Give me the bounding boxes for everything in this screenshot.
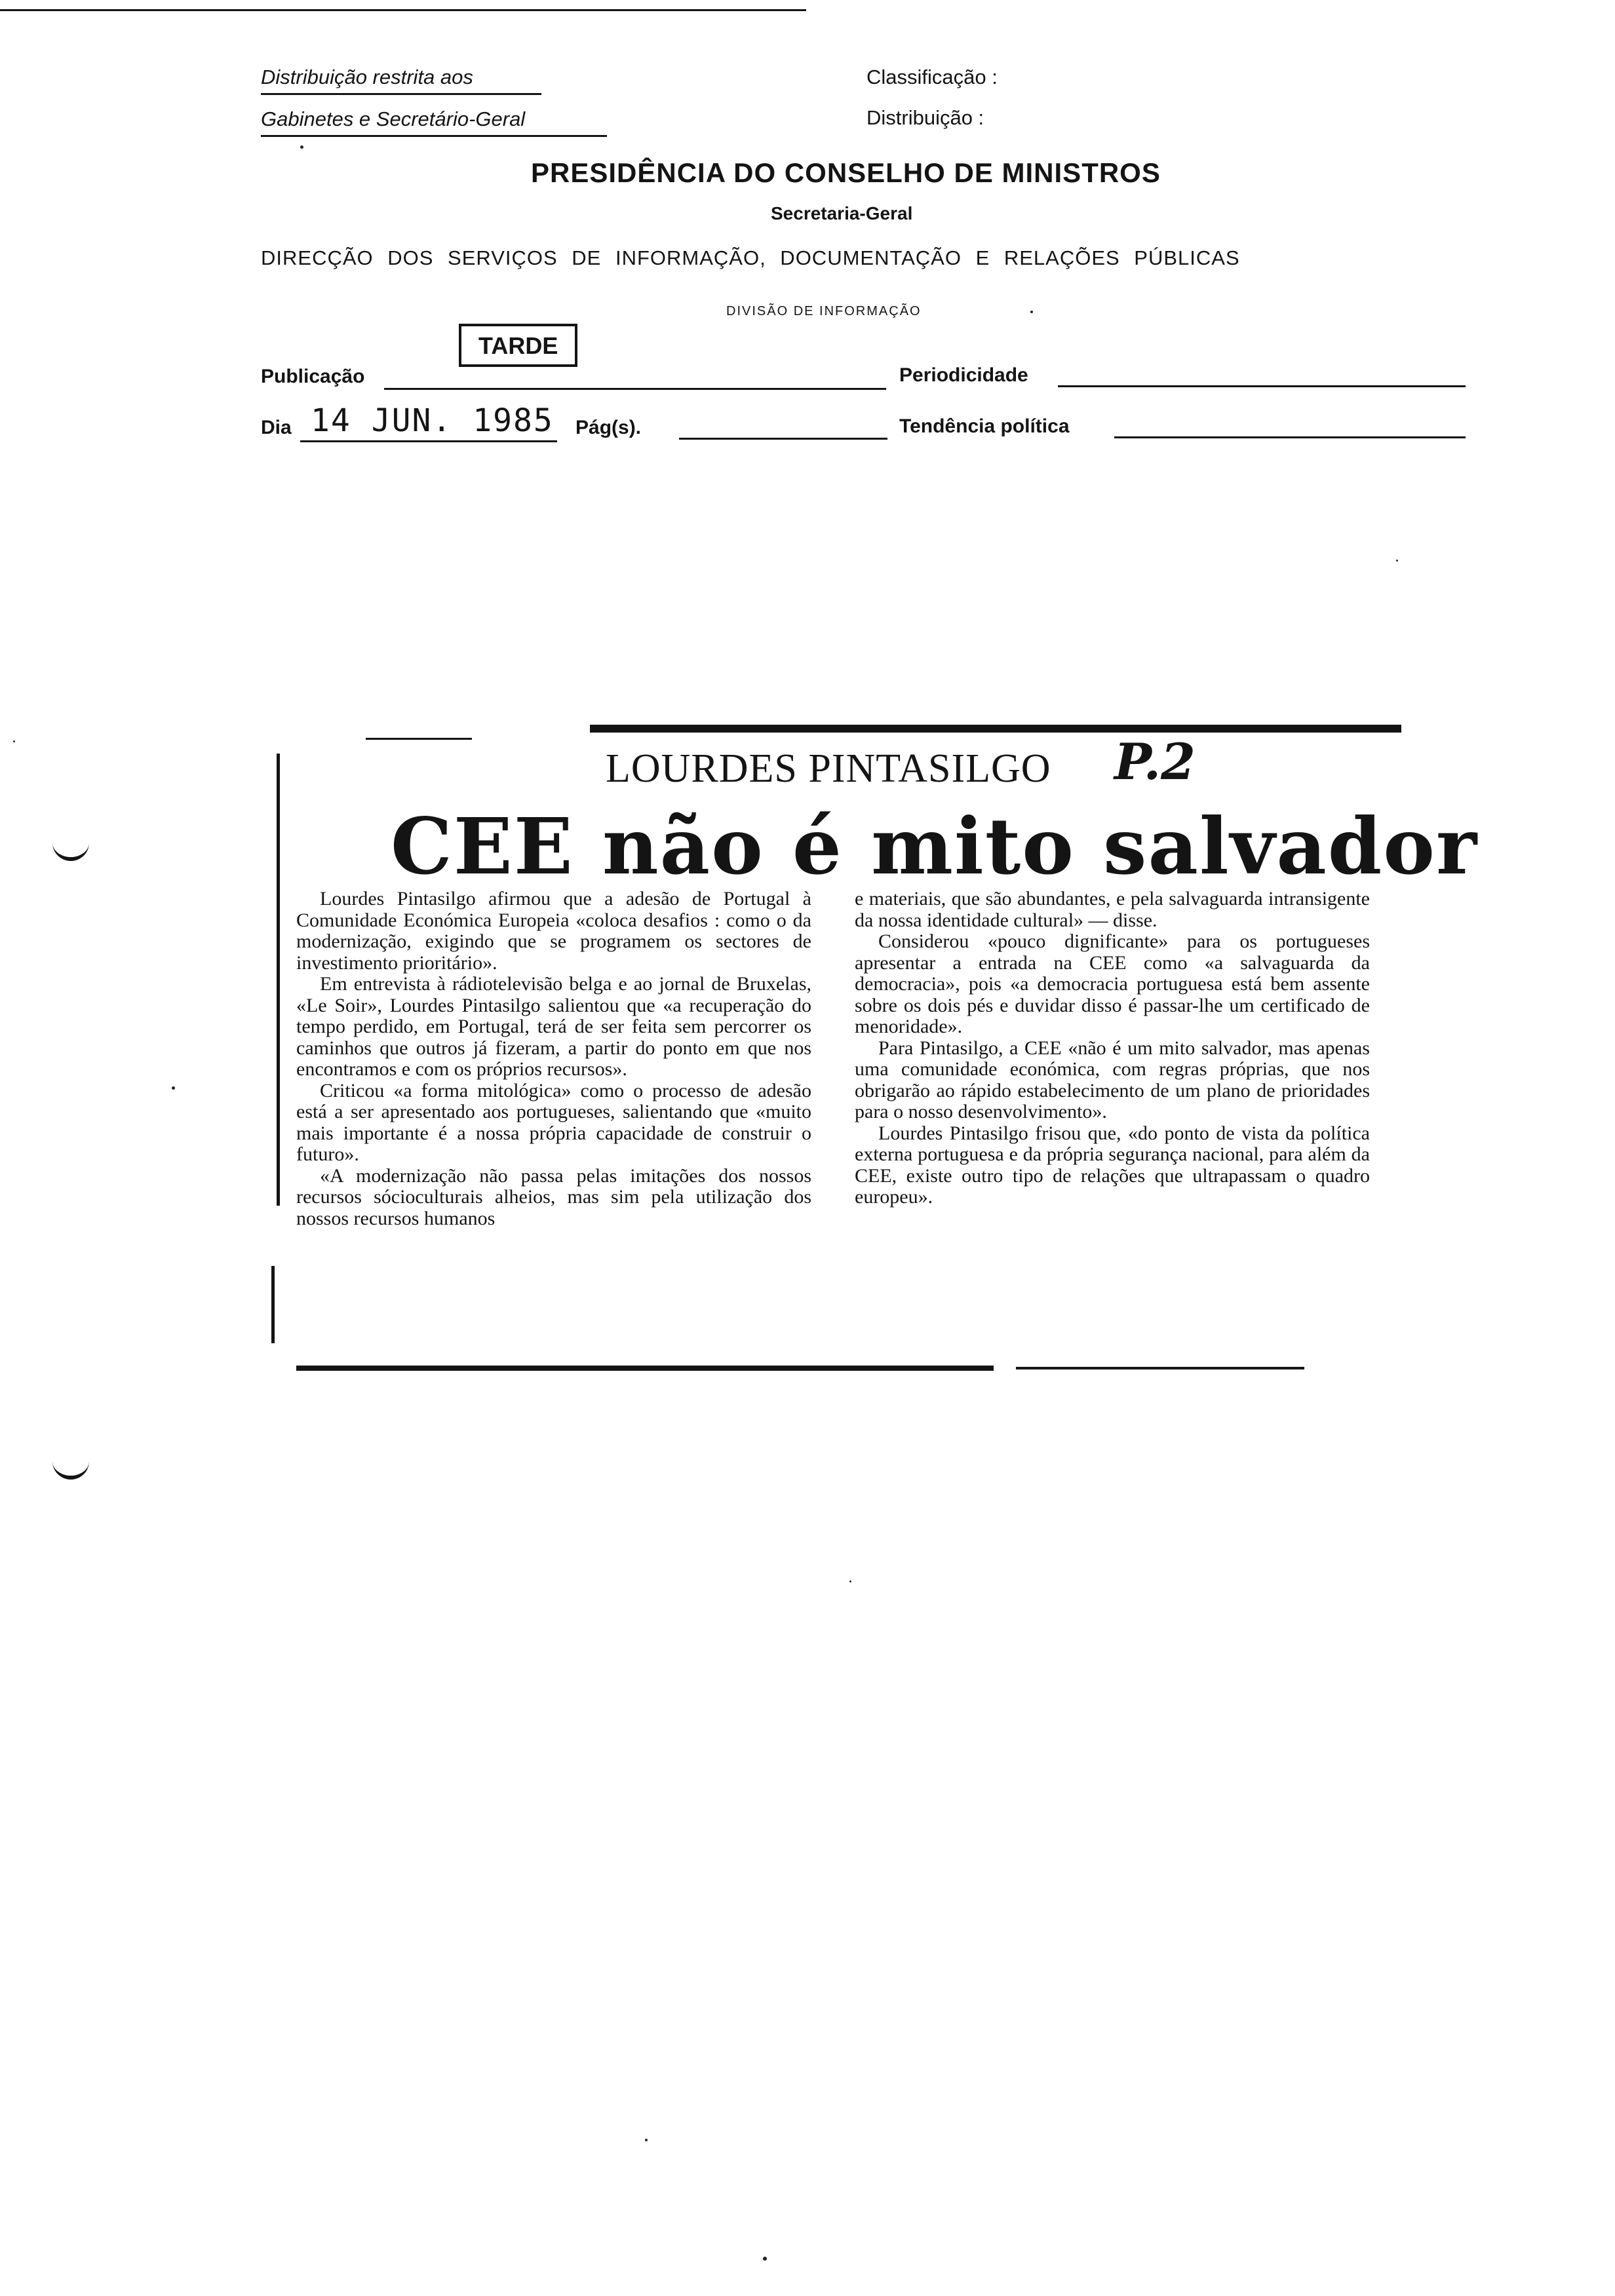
scan-speck: [849, 1580, 851, 1582]
binder-hole-mark: [52, 840, 89, 861]
binder-hole-mark: [52, 1459, 89, 1480]
restriction-line-1: Distribuição restrita aos: [261, 66, 473, 88]
periodicidade-field-line: [1058, 385, 1466, 387]
clipping-left-rule-lower: [271, 1266, 275, 1343]
clipping-top-rule: [590, 725, 1401, 733]
pags-label: Pág(s).: [575, 417, 642, 438]
article-headline: CEE não é mito salvador: [391, 801, 1479, 892]
article-paragraph: Em entrevista à rádiotelevisão belga e ao jornal de Bruxelas, «Le Soir», Lourdes Pintasilgo salientou que «a recuperação do tempo perdido, em Portugal, terá de ser feita sem percorrer os caminhos que outros já fizeram, a partir do ponto em que nos encontramos e com os próprios recursos».: [296, 973, 811, 1080]
distribuicao-label: Distribuição :: [866, 106, 984, 129]
presidencia-heading: PRESIDÊNCIA DO CONSELHO DE MINISTROS: [531, 157, 1161, 188]
clipping-left-rule: [277, 754, 280, 1206]
publicacao-field-line: [384, 388, 886, 390]
divisao-informacao: DIVISÃO DE INFORMAÇÃO: [726, 304, 922, 318]
article-paragraph: Lourdes Pintasilgo frisou que, «do ponto de vista da política externa portuguesa e da própria segurança nacional, para além da CEE, existe outro tipo de relações que ultrapassam o quadro europeu».: [855, 1122, 1370, 1208]
classificacao-label: Classificação :: [866, 66, 998, 88]
clipping-bottom-rule-right: [1016, 1367, 1304, 1369]
dia-label: Dia: [261, 417, 292, 438]
dia-field-line: [300, 440, 557, 442]
scan-speck: [1396, 560, 1398, 562]
handwritten-page-note: P.2: [1114, 733, 1196, 791]
restriction-underline-1: [261, 93, 541, 95]
tendencia-field-line: [1114, 436, 1466, 438]
scan-speck: [1030, 311, 1033, 313]
scan-speck: [763, 2257, 767, 2261]
clipping-top-rule-left: [366, 738, 472, 740]
article-paragraph: «A modernização não passa pelas imitações dos nossos recursos sócioculturais alheios, mas sim pela utilização dos nossos recursos humanos: [296, 1164, 811, 1229]
pags-field-line: [679, 438, 887, 440]
scan-top-rule: [0, 9, 806, 11]
periodicidade-label: Periodicidade: [899, 364, 1028, 386]
scan-speck: [300, 145, 303, 149]
article-paragraph: Considerou «pouco dignificante» para os portugueses apresentar a entrada na CEE como «a salvaguarda da democracia», pois «a democracia portuguesa está bem assente sobre os dois pés e duvidar disso é passar-lhe um certificado de menoridade».: [855, 930, 1370, 1037]
article-column-1: [296, 889, 811, 1229]
direccao-line: DIRECÇÃO DOS SERVIÇOS DE INFORMAÇÃO, DOCUMENTAÇÃO E RELAÇÕES PÚBLICAS: [261, 246, 1240, 269]
secretaria-geral: Secretaria-Geral: [771, 203, 913, 223]
restriction-line-2: Gabinetes e Secretário-Geral: [261, 107, 526, 130]
article-paragraph: Para Pintasilgo, a CEE «não é um mito salvador, mas apenas uma comunidade económica, com regras próprias, que nos obrigarão ao rápido estabelecimento de um plano de prioridades para o nosso desenvolvimento».: [855, 1037, 1370, 1122]
scan-speck: [172, 1086, 175, 1090]
clipping-bottom-rule: [296, 1366, 994, 1371]
restriction-underline-2: [261, 135, 607, 137]
article-paragraph: Lourdes Pintasilgo afirmou que a adesão de Portugal à Comunidade Económica Europeia «coloca desafios : como o da modernização, exigindo que se programem os sectores de investimento prioritário».: [296, 888, 811, 974]
scan-speck: [645, 2139, 648, 2141]
article-column-2: [855, 889, 1370, 1208]
tendencia-label: Tendência política: [899, 415, 1070, 437]
article-kicker: LOURDES PINTASILGO: [606, 746, 1051, 791]
scan-speck: [13, 740, 15, 742]
article-paragraph: Criticou «a forma mitológica» como o processo de adesão está a ser apresentado aos portugueses, salientando que «muito mais importante é a nossa própria capacidade de construir o futuro».: [296, 1079, 811, 1165]
publication-stamp: TARDE: [459, 324, 577, 367]
date-stamp: 14 JUN. 1985: [311, 402, 554, 439]
publicacao-label: Publicação: [261, 366, 365, 387]
article-paragraph: e materiais, que são abundantes, e pela salvaguarda intransigente da nossa identidade cultural» — disse.: [855, 888, 1370, 931]
